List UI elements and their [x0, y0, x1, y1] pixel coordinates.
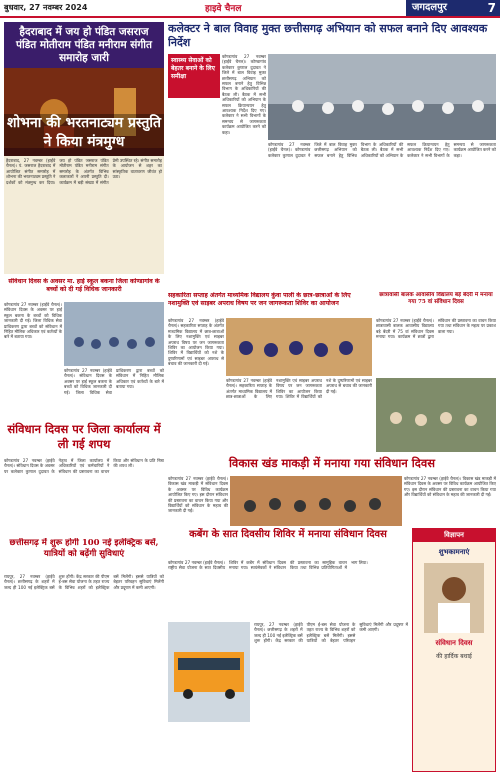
story-collector-box: स्वास्थ्य सेवाओं को बेहतर बनाने के लिए समीक्षा	[168, 54, 220, 98]
story-kabeng	[168, 528, 408, 620]
story-collector-headline: कलेक्टर ने बाल विवाह मुक्त छत्तीसगढ़ अभियान को सफल बनाने दिए आवश्यक निर्देश	[168, 22, 488, 49]
story-oath	[4, 422, 164, 534]
story-oath-body: कोण्डागांव 27 नवम्बर (हाईवे चैनल)। संविधान दिवस के अवसर पर कलेक्टर कुणाल दुदावत के नेतृत्व में जिला कार्यालय में अधिकारियों एवं कर्मचारियों ने संविधान की प्रस्तावना का वाचन किया और संविधान के प्रति निष्ठा की शपथ ली।	[4, 458, 164, 474]
story-ebus-body: रायपुर, 27 नवम्बर (हाईवे चैनल)। छत्तीसगढ़ के शहरों में जल्द ही 100 नई इलेक्ट्रिक बसें शुरू होंगी। केंद्र सरकार की पीएम ई-बस सेवा योजना के तहत राज्य के विभिन्न शहरों को इलेक्ट्रिक बसें मिलेंगी। इससे यात्रियों को बेहतर परिवहन सुविधाएं मिलेंगी और प्रदूषण में कमी आएगी।	[4, 574, 164, 590]
story-makdi	[168, 456, 496, 526]
story-ebus-body-cont: रायपुर, 27 नवम्बर (हाईवे चैनल)। छत्तीसगढ़ के शहरों में जल्द ही 100 नई इलेक्ट्रिक बसें शुरू होंगी। केंद्र सरकार की पीएम ई-बस सेवा योजना के तहत राज्य के विभिन्न शहरों को इलेक्ट्रिक बसें मिलेंगी। इससे यात्रियों को बेहतर परिवहन सुविधाएं मिलेंगी और प्रदूषण में कमी आएगी।	[254, 622, 408, 644]
story-ebus-photo	[168, 622, 250, 722]
story-sahkarita	[168, 292, 372, 452]
story-bakna	[4, 278, 164, 418]
city-name: जगदलपुर	[412, 2, 447, 13]
story-bendri-body: कोण्डागांव 27 नवम्बर (हाईवे चैनल)। छात्रावासी बालक आवासीय विद्यालय बड़े बेंदरी में 75 वां संविधान दिवस मनाया गया। कार्यक्रम में छात्रों द्वारा संविधान की प्रस्तावना का वाचन किया गया तथा संविधान के महत्व पर प्रकाश डाला गया।	[376, 318, 496, 340]
story-makdi-body: कोण्डागांव 27 नवम्बर (हाईवे चैनल)। विकास खंड माकड़ी में संविधान दिवस के अवसर पर विविध कार्यक्रम आयोजित किए गए। इस दौरान संविधान की प्रस्तावना का वाचन किया गया और विद्यार्थियों को संविधान के महत्व की जानकारी दी गई।	[168, 476, 228, 514]
ad-title: विज्ञापन	[413, 529, 495, 542]
story-bakna-headline: संविधान दिवस के अवसर मा. हाई स्कूल बकना जिला कोण्डागांव के बच्चों को दी गई विधिक जानकारी	[8, 278, 160, 293]
story-bendri	[376, 292, 496, 452]
advertisement	[412, 528, 496, 772]
ad-line-2: संविधान दिवस	[435, 639, 473, 647]
story-hyderabad-body: हैदराबाद, 27 नवम्बर (हाईवे चैनल)। पं. जसराज हैदराबाद में आयोजित संगीत समारोह में शोभना की भरतनाट्यम प्रस्तुति ने दर्शकों को मंत्रमुग्ध कर दिया। जय हो पंडित जसराज पंडित मोतीराम पंडित मनीराम संगीत समारोह के अंतर्गत विभिन्न कलाकारों ने अपनी प्रस्तुति दी। कार्यक्रम में बड़ी संख्या में संगीत प्रेमी उपस्थित रहे। संगीत समारोह के आयोजन से शहर का सांस्कृतिक वातावरण जीवंत हो उठा।	[4, 156, 164, 274]
story-kabeng-body: कोण्डागांव 27 नवम्बर (हाईवे चैनल)। राष्ट्रीय सेवा योजना के सात दिवसीय शिविर में कबेंग में संविधान दिवस मनाया गया। स्वयंसेवकों ने संविधान की प्रस्तावना का सामूहिक वाचन किया तथा विभिन्न प्रतियोगिताओं में भाग लिया।	[168, 560, 368, 571]
story-sahkarita-body: कोण्डागांव 27 नवम्बर (हाईवे चैनल)। सहकारिता सप्ताह के अंतर्गत माध्यमिक विद्यालय में छात्र-छात्राओं के लिए नशामुक्ति एवं साइबर अपराध विषय पर जन जागरूकता शिविर का आयोजन किया गया। शिविर में विद्यार्थियों को नशे के दुष्परिणामों एवं साइबर अपराध से बचाव की जानकारी दी गई।	[168, 318, 224, 367]
story-collector	[168, 22, 496, 290]
story-sahkarita-body-cont: कोण्डागांव 27 नवम्बर (हाईवे चैनल)। सहकारिता सप्ताह के अंतर्गत माध्यमिक विद्यालय में छात्र-छात्राओं के लिए नशामुक्ति एवं साइबर अपराध विषय पर जन जागरूकता शिविर का आयोजन किया गया। शिविर में विद्यार्थियों को नशे के दुष्परिणामों एवं साइबर अपराध से बचाव की जानकारी दी गई।	[226, 378, 372, 400]
page-number: 7	[487, 1, 496, 15]
story-collector-body-1: कोण्डागांव 27 नवम्बर (हाईवे चैनल)। कोण्डागांव कलेक्टर कुणाल दुदावत ने जिले में बाल विवाह मुक्त छत्तीसगढ़ अभियान को सफल बनाने हेतु विभिन्न विभाग के अधिकारियों की बैठक ली। बैठक में सभी अधिकारियों को अभियान के सफल क्रियान्वयन हेतु आवश्यक निर्देश दिए गए। कलेक्टर ने सभी विभागों के समन्वय से जागरूकता कार्यक्रम आयोजित करने को कहा।	[222, 54, 266, 135]
ad-photo	[424, 563, 484, 633]
story-bendri-photo	[376, 378, 496, 452]
story-ebus	[4, 538, 164, 772]
story-sahkarita-photo	[226, 318, 372, 376]
story-bakna-photo	[64, 302, 164, 366]
newspaper-name: हाइवे चैनल	[205, 4, 242, 14]
story-collector-photo	[268, 54, 496, 140]
story-bakna-body: कोण्डागांव 27 नवम्बर (हाईवे चैनल)। संविधान दिवस के अवसर पर हाई स्कूल बकना के बच्चों को विधिक जानकारी दी गई। जिला विधिक सेवा प्राधिकरण द्वारा बच्चों को संविधान में निहित मौलिक अधिकार एवं कर्तव्यों के बारे में बताया गया।	[4, 302, 62, 340]
issue-date: बुधवार, 27 नवम्बर 2024	[4, 3, 88, 12]
ad-line-1: शुभकामनाएं	[438, 548, 470, 556]
story-bendri-headline: छात्रावासी बालक आवासीय विद्यालय बड़े बेंदरी में मनाया गया 75 वां संविधान दिवस	[379, 292, 493, 306]
story-sahkarita-headline: सहकारिता सप्ताह अंतर्गत माध्यमिक विद्यालय कुंवा पाली के छात्र-छात्राओं के लिए नशामुक्ति एवं साइबर अपराध विषय पर जन जागरूकता शिविर का आयोजन	[168, 292, 351, 307]
story-ebus-headline: छत्तीसगढ़ में शुरू होगी 100 नई इलेक्ट्रिक बसें, यात्रियों को बढ़ेंगी सुविधाएं	[9, 538, 159, 559]
story-hyderabad	[4, 22, 164, 274]
story-makdi-body-cont: कोण्डागांव 27 नवम्बर (हाईवे चैनल)। विकास खंड माकड़ी में संविधान दिवस के अवसर पर विविध कार्यक्रम आयोजित किए गए। इस दौरान संविधान की प्रस्तावना का वाचन किया गया और विद्यार्थियों को संविधान के महत्व की जानकारी दी गई।	[404, 476, 496, 498]
story-collector-body-2: कोण्डागांव 27 नवम्बर (हाईवे चैनल)। कोण्डागांव कलेक्टर कुणाल दुदावत ने जिले में बाल विवाह मुक्त छत्तीसगढ़ अभियान को सफल बनाने हेतु विभिन्न विभाग के अधिकारियों की बैठक ली। बैठक में सभी अधिकारियों को अभियान के सफल क्रियान्वयन हेतु आवश्यक निर्देश दिए गए। कलेक्टर ने सभी विभागों के समन्वय से जागरूकता कार्यक्रम आयोजित करने को कहा।	[268, 142, 496, 158]
story-bakna-body-cont: कोण्डागांव 27 नवम्बर (हाईवे चैनल)। संविधान दिवस के अवसर पर हाई स्कूल बकना के बच्चों को विधिक जानकारी दी गई। जिला विधिक सेवा प्राधिकरण द्वारा बच्चों को संविधान में निहित मौलिक अधिकार एवं कर्तव्यों के बारे में बताया गया।	[64, 368, 164, 395]
story-makdi-photo	[230, 476, 402, 526]
city-banner	[406, 0, 500, 16]
ad-line-3: की हार्दिक बधाई	[436, 653, 472, 660]
page-header	[0, 0, 500, 18]
story-kabeng-headline: कबेंग के सात दिवसीय शिविर में मनाया संविधान दिवस	[189, 529, 387, 540]
story-oath-headline: संविधान दिवस पर जिला कार्यालय में ली गई शपथ	[7, 422, 161, 451]
story-makdi-headline: विकास खंड माकड़ी में मनाया गया संविधान दिवस	[228, 456, 436, 470]
story-hyderabad-banner: हैदराबाद में जय हो पंडित जसराज पंडित मोतीराम पंडित मनीराम संगीत समारोह जारी	[4, 22, 164, 68]
story-hyderabad-headline: शोभना की भरतनाट्यम प्रस्तुति ने किया मंत्रमुग्ध	[4, 114, 164, 156]
